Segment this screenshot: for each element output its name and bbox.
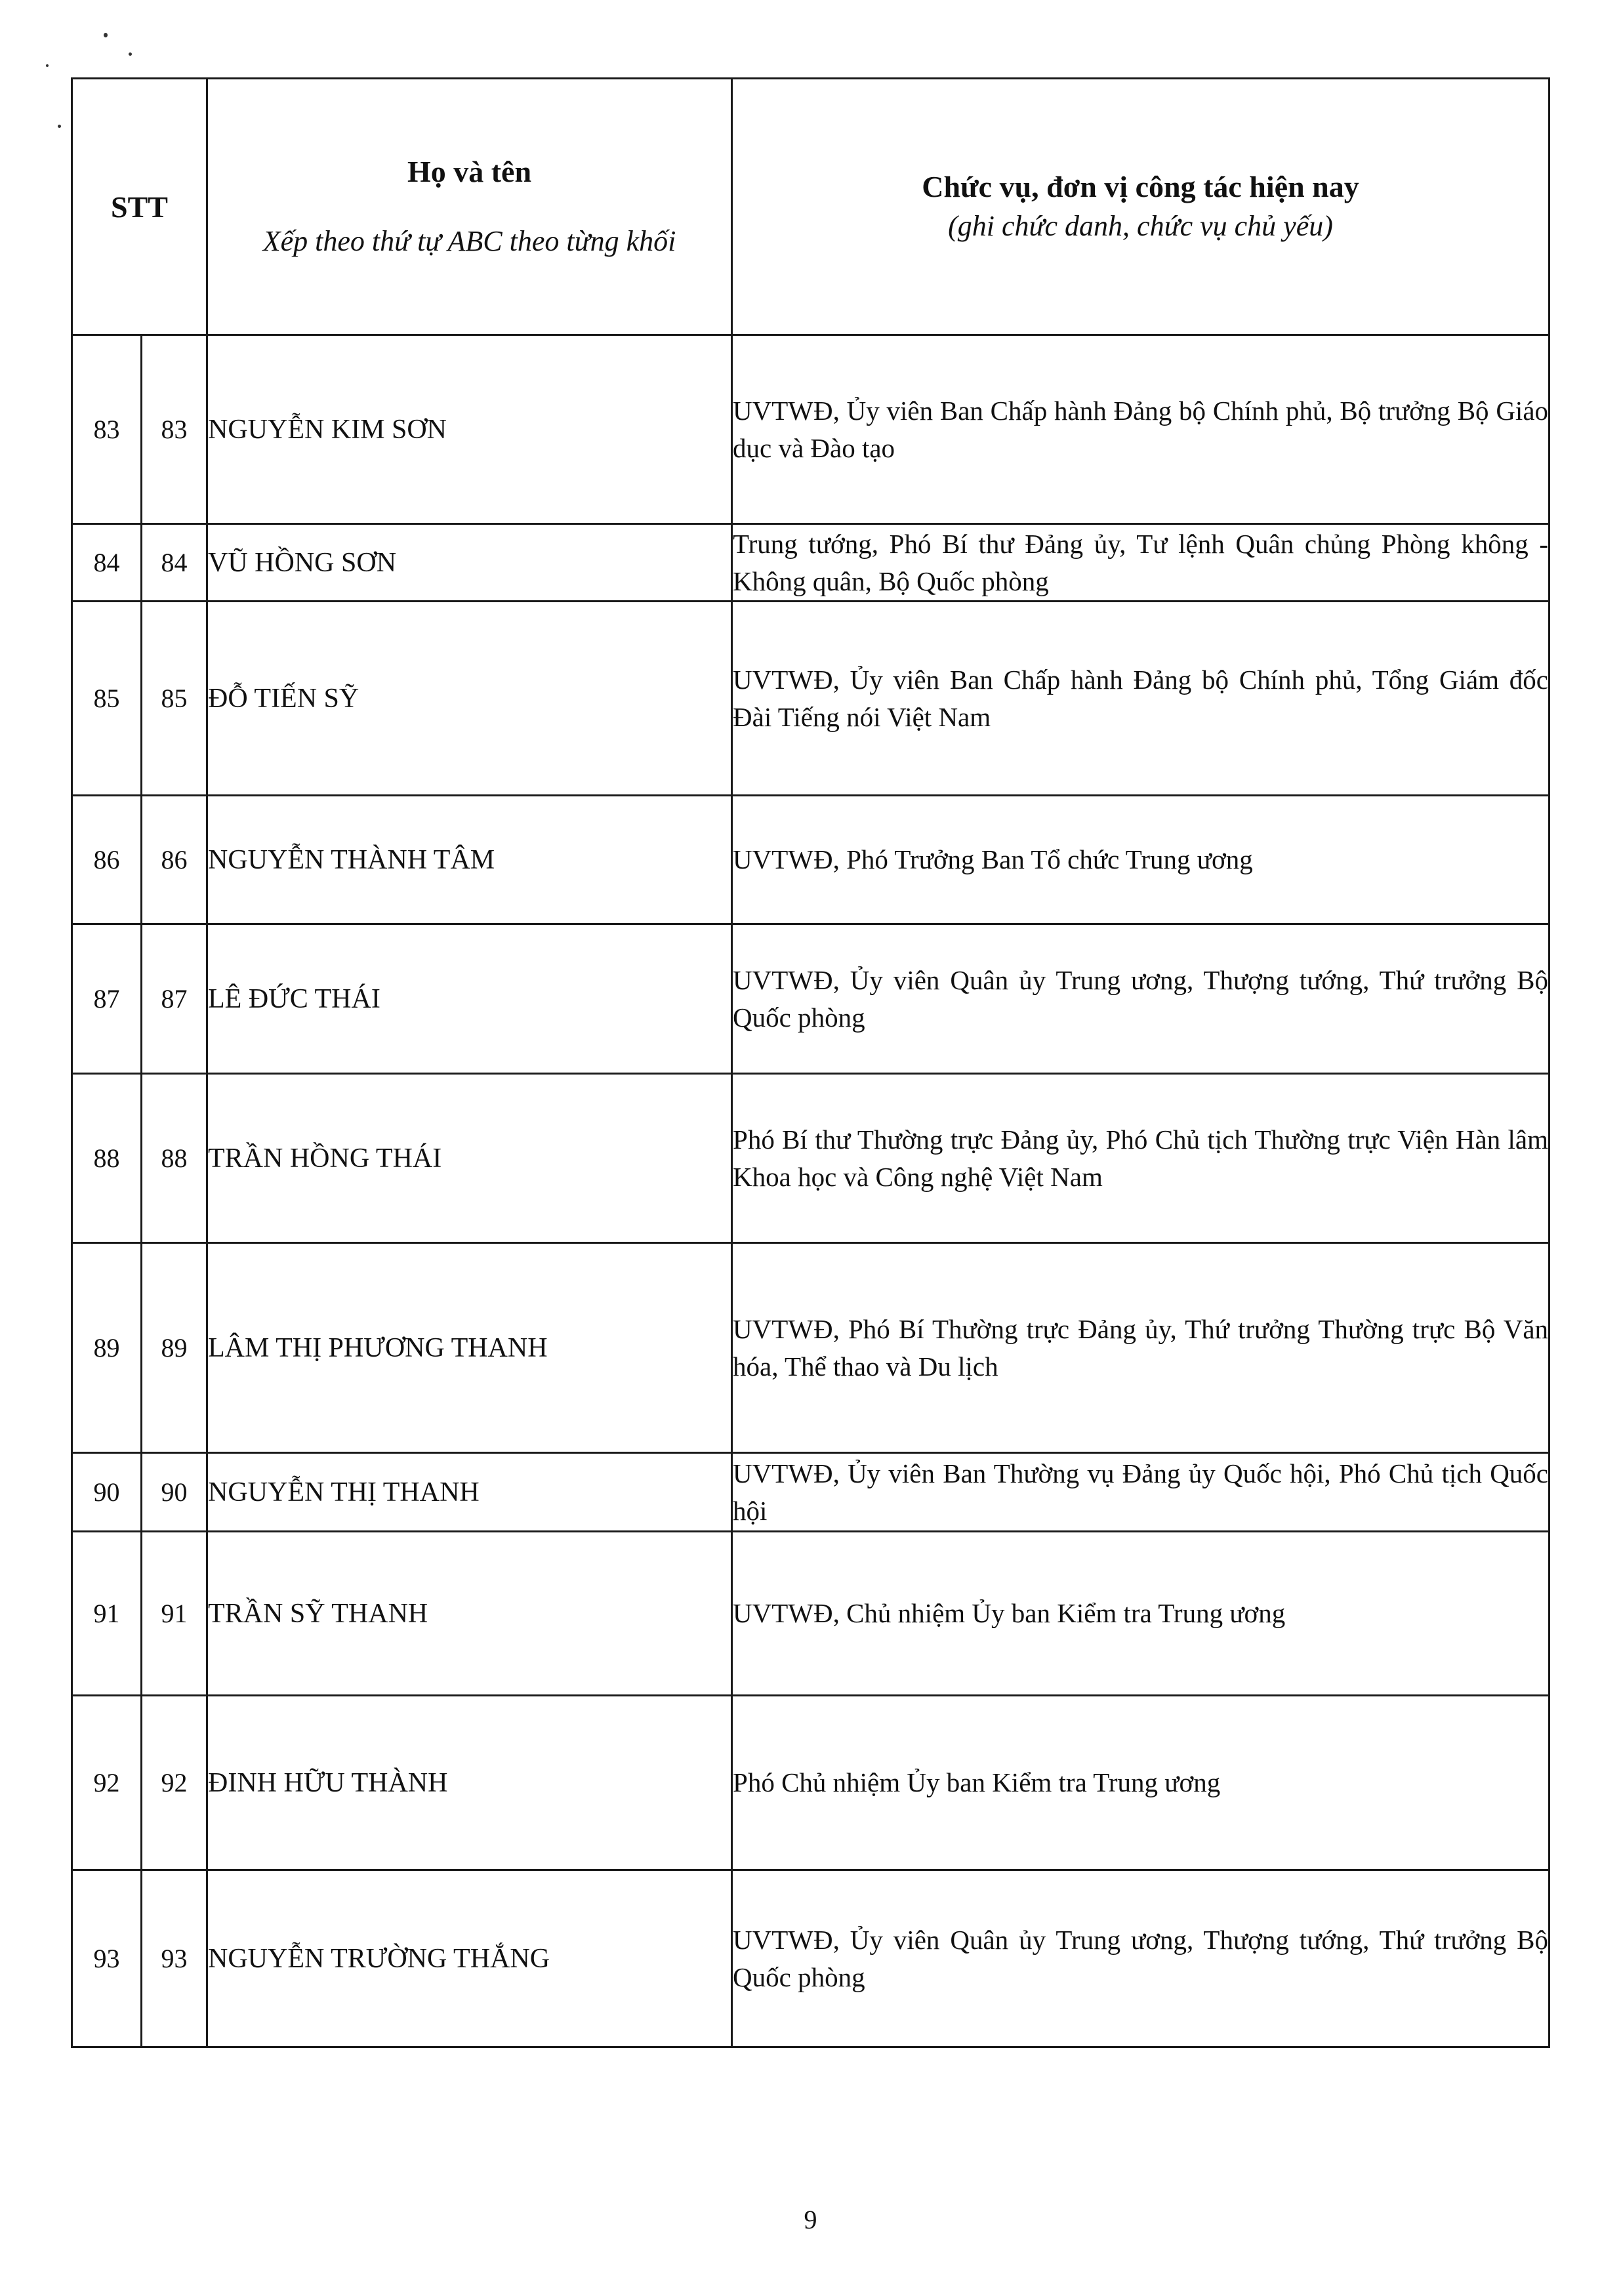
row-stt-overall: 91: [72, 1532, 142, 1696]
table-row: [72, 1074, 1549, 1243]
row-full-name: NGUYỄN KIM SƠN: [207, 335, 732, 524]
row-stt-overall: 85: [72, 602, 142, 796]
row-position: UVTWĐ, Chủ nhiệm Ủy ban Kiểm tra Trung ương: [732, 1532, 1549, 1696]
row-stt-group: 92: [142, 1696, 207, 1870]
row-stt-group: 84: [142, 524, 207, 602]
row-stt-group: 90: [142, 1453, 207, 1532]
row-position: Phó Bí thư Thường trực Đảng ủy, Phó Chủ tịch Thường trực Viện Hàn lâm Khoa học và Công nghệ Việt Nam: [732, 1074, 1549, 1243]
row-stt-group: 86: [142, 796, 207, 924]
row-position: UVTWĐ, Ủy viên Ban Chấp hành Đảng bộ Chính phủ, Tổng Giám đốc Đài Tiếng nói Việt Nam: [732, 602, 1549, 796]
row-stt-group: 85: [142, 602, 207, 796]
row-position: UVTWĐ, Phó Bí Thường trực Đảng ủy, Thứ trưởng Thường trực Bộ Văn hóa, Thể thao và Du lịch: [732, 1243, 1549, 1453]
table-row: [72, 1453, 1549, 1532]
row-full-name: NGUYỄN THỊ THANH: [207, 1453, 732, 1532]
table-row: [72, 1696, 1549, 1870]
table-header-row: [72, 79, 1549, 335]
header-stt: STT: [72, 79, 207, 335]
row-stt-overall: 92: [72, 1696, 142, 1870]
row-full-name: ĐINH HỮU THÀNH: [207, 1696, 732, 1870]
table-row: [72, 924, 1549, 1074]
header-position-title: Chức vụ, đơn vị công tác hiện nay: [922, 170, 1359, 203]
row-stt-overall: 88: [72, 1074, 142, 1243]
row-position: UVTWĐ, Ủy viên Quân ủy Trung ương, Thượng tướng, Thứ trưởng Bộ Quốc phòng: [732, 924, 1549, 1074]
row-full-name: NGUYỄN TRƯỜNG THẮNG: [207, 1870, 732, 2047]
row-position: Trung tướng, Phó Bí thư Đảng ủy, Tư lệnh Quân chủng Phòng không - Không quân, Bộ Quốc phòng: [732, 524, 1549, 602]
row-position: UVTWĐ, Ủy viên Ban Thường vụ Đảng ủy Quốc hội, Phó Chủ tịch Quốc hội: [732, 1453, 1549, 1532]
row-position: UVTWĐ, Phó Trưởng Ban Tổ chức Trung ương: [732, 796, 1549, 924]
row-stt-group: 88: [142, 1074, 207, 1243]
table-row: [72, 796, 1549, 924]
row-stt-overall: 93: [72, 1870, 142, 2047]
row-full-name: LÂM THỊ PHƯƠNG THANH: [207, 1243, 732, 1453]
scan-speck: [46, 64, 49, 67]
header-position: [732, 79, 1549, 335]
row-stt-overall: 86: [72, 796, 142, 924]
table-row: [72, 1243, 1549, 1453]
row-stt-group: 89: [142, 1243, 207, 1453]
page-number: 9: [804, 2205, 817, 2234]
member-table: [71, 77, 1550, 2048]
row-position: UVTWĐ, Ủy viên Ban Chấp hành Đảng bộ Chính phủ, Bộ trưởng Bộ Giáo dục và Đào tạo: [732, 335, 1549, 524]
table-row: [72, 1870, 1549, 2047]
row-stt-group: 93: [142, 1870, 207, 2047]
row-full-name: NGUYỄN THÀNH TÂM: [207, 796, 732, 924]
row-stt-group: 83: [142, 335, 207, 524]
row-stt-overall: 90: [72, 1453, 142, 1532]
table-row: [72, 335, 1549, 524]
row-stt-overall: 87: [72, 924, 142, 1074]
row-stt-overall: 83: [72, 335, 142, 524]
row-full-name: ĐỖ TIẾN SỸ: [207, 602, 732, 796]
table-row: [72, 524, 1549, 602]
scan-speck: [58, 125, 61, 128]
row-stt-overall: 89: [72, 1243, 142, 1453]
row-full-name: TRẦN HỒNG THÁI: [207, 1074, 732, 1243]
row-stt-overall: 84: [72, 524, 142, 602]
header-name-title: Họ và tên: [407, 155, 532, 188]
header-position-note: (ghi chức danh, chức vụ chủ yếu): [948, 210, 1333, 242]
row-stt-group: 87: [142, 924, 207, 1074]
scan-speck: [129, 52, 132, 56]
header-name-note: Xếp theo thứ tự ABC theo từng khối: [262, 225, 676, 257]
row-full-name: TRẦN SỸ THANH: [207, 1532, 732, 1696]
row-position: UVTWĐ, Ủy viên Quân ủy Trung ương, Thượng tướng, Thứ trưởng Bộ Quốc phòng: [732, 1870, 1549, 2047]
scan-speck: [104, 33, 108, 37]
row-position: Phó Chủ nhiệm Ủy ban Kiểm tra Trung ương: [732, 1696, 1549, 1870]
row-full-name: LÊ ĐỨC THÁI: [207, 924, 732, 1074]
table-row: [72, 1532, 1549, 1696]
row-full-name: VŨ HỒNG SƠN: [207, 524, 732, 602]
header-name: [207, 79, 732, 335]
table-row: [72, 602, 1549, 796]
row-stt-group: 91: [142, 1532, 207, 1696]
